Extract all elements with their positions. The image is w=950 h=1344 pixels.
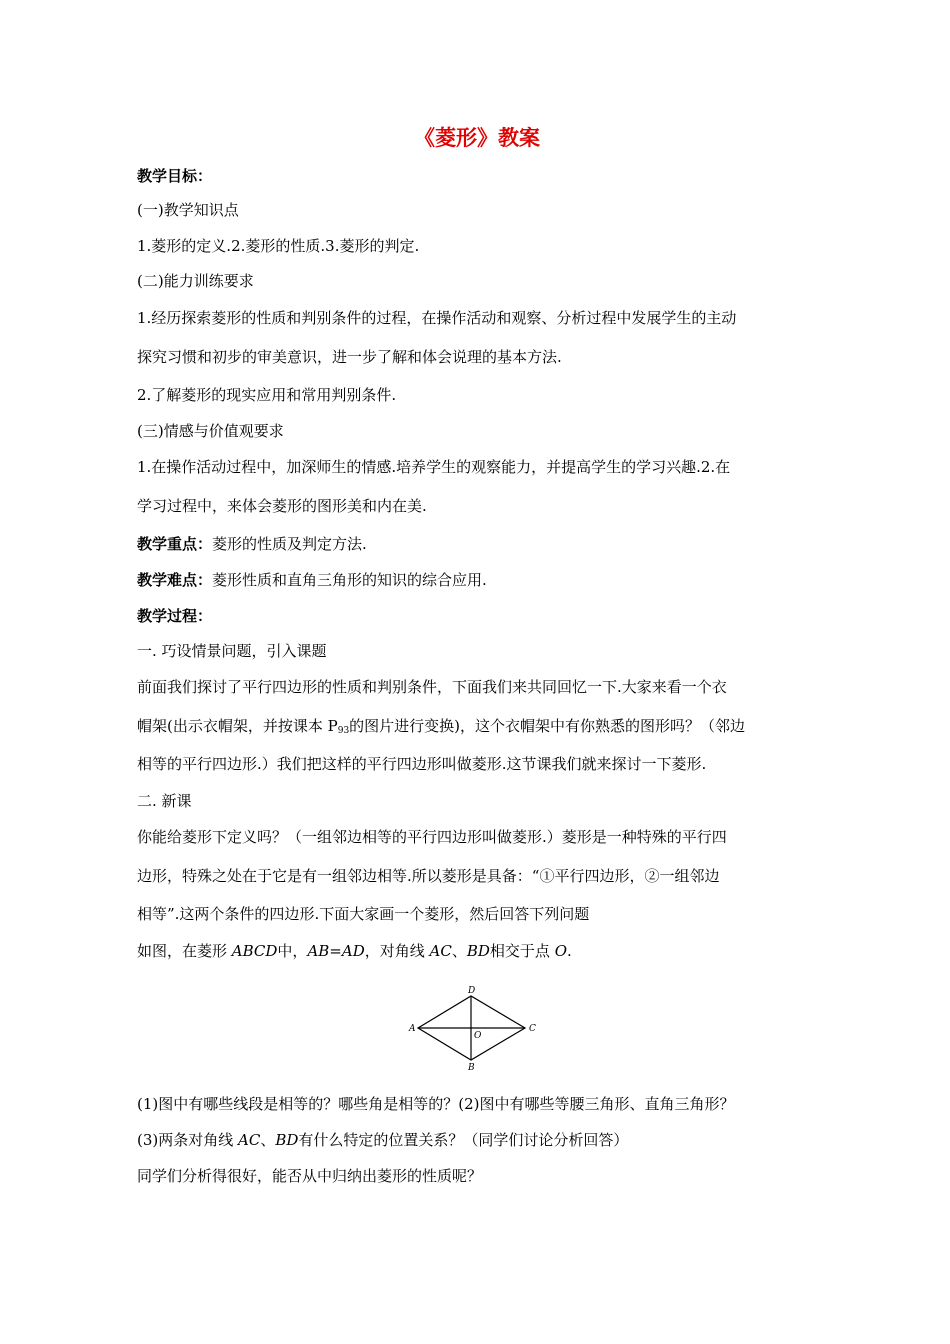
figure-intro-text: 中，	[277, 942, 308, 960]
difficult-point-label: 教学难点：	[137, 571, 213, 589]
section-3-line-1: 1.在操作活动过程中，加深师生的情感.培养学生的观察能力，并提高学生的学习兴趣.2.在	[137, 458, 731, 476]
part-1-line-2-end: 的图片进行变换)，这个衣帽架中有你熟悉的图形吗？（邻边	[349, 717, 746, 735]
part-2-heading: 二. 新课	[137, 792, 192, 810]
label-d: D	[468, 986, 476, 996]
section-1-heading: (一)教学知识点	[137, 201, 239, 219]
key-point-label: 教学重点：	[137, 535, 213, 553]
part-1-line-3: 相等的平行四边形.）我们把这样的平行四边形叫做菱形.这节课我们就来探讨一下菱形.	[137, 755, 707, 773]
figure-intro-text: 、	[451, 942, 467, 960]
difficult-point	[137, 570, 817, 590]
questions-ac: AC	[238, 1131, 261, 1149]
section-1-text: 1.菱形的定义.2.菱形的性质.3.菱形的判定.	[137, 237, 420, 255]
figure-intro-text: ，对角线	[364, 942, 430, 960]
label-o: O	[474, 1031, 482, 1041]
figure-intro	[137, 941, 817, 961]
objectives-heading: 教学目标：	[137, 167, 213, 185]
section-2-item-2: 2.了解菱形的现实应用和常用判别条件.	[137, 386, 397, 404]
difficult-point-text: 菱形性质和直角三角形的知识的综合应用.	[212, 571, 487, 589]
page-title: 《菱形》教案	[414, 125, 540, 150]
section-3-heading: (三)情感与价值观要求	[137, 422, 284, 440]
rhombus-figure	[408, 984, 542, 1074]
figure-intro-bd: BD	[466, 942, 490, 960]
process-heading: 教学过程：	[137, 607, 213, 625]
figure-intro-abcd: ABCD	[231, 942, 278, 960]
part-1-line-2	[137, 716, 817, 741]
closing-line: 同学们分析得很好，能否从中归纳出菱形的性质呢？	[137, 1167, 483, 1185]
key-point	[137, 534, 817, 554]
questions-text: (3)两条对角线	[137, 1131, 239, 1149]
questions-text: 有什么特定的位置关系？（同学们讨论分析回答）	[298, 1131, 629, 1149]
figure-intro-ac: AC	[429, 942, 452, 960]
label-c: C	[529, 1024, 536, 1034]
section-2-item-1-line-1: 1.经历探索菱形的性质和判别条件的过程，在操作活动和观察、分析过程中发展学生的主动	[137, 309, 737, 327]
page-subscript: 93	[337, 726, 350, 736]
label-b: B	[468, 1063, 475, 1073]
part-2-line-1: 你能给菱形下定义吗？（一组邻边相等的平行四边形叫做菱形.）菱形是一种特殊的平行四	[137, 828, 727, 846]
part-1-heading: 一. 巧设情景问题，引入课题	[137, 642, 327, 660]
questions-text: 、	[260, 1131, 276, 1149]
figure-intro-text: 相交于点	[489, 942, 555, 960]
figure-intro-ab-ad: AB=AD	[307, 942, 365, 960]
questions-bd: BD	[275, 1131, 299, 1149]
questions-line-1: (1)图中有哪些线段是相等的？哪些角是相等的？(2)图中有哪些等腰三角形、直角三角形？	[137, 1095, 735, 1113]
section-3-line-2: 学习过程中，来体会菱形的图形美和内在美.	[137, 497, 427, 515]
label-a: A	[409, 1024, 416, 1034]
part-2-line-3: 相等”.这两个条件的四边形.下面大家画一个菱形，然后回答下列问题	[137, 905, 590, 923]
section-2-item-1-line-2: 探究习惯和初步的审美意识，进一步了解和体会说理的基本方法.	[137, 348, 562, 366]
figure-intro-text: .	[567, 942, 572, 960]
part-1-line-2-start: 帽架(出示衣帽架，并按课本 P	[137, 717, 338, 735]
figure-intro-o: O	[554, 942, 567, 960]
questions-line-2	[137, 1130, 817, 1150]
part-2-line-2: 边形，特殊之处在于它是有一组邻边相等.所以菱形是具备：“①平行四边形，②一组邻边	[137, 867, 720, 885]
section-2-heading: (二)能力训练要求	[137, 272, 254, 290]
key-point-text: 菱形的性质及判定方法.	[212, 535, 367, 553]
part-1-line-1: 前面我们探讨了平行四边形的性质和判别条件，下面我们来共同回忆一下.大家来看一个衣	[137, 678, 727, 696]
figure-intro-text: 如图，在菱形	[137, 942, 232, 960]
